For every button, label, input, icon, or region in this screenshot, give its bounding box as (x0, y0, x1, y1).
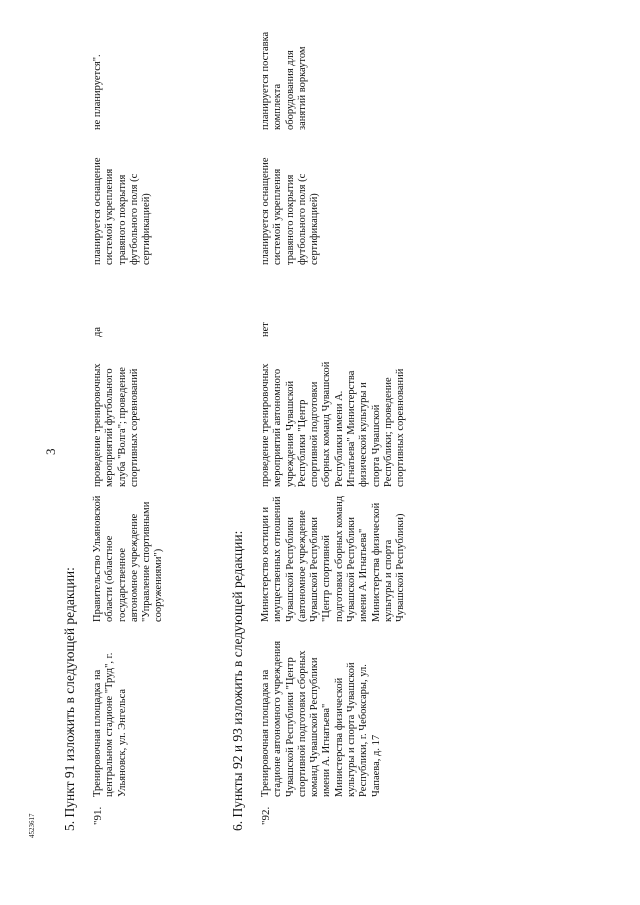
row-92-owner: Министерство юстиции и имущественных отношений Чувашской Республики (автономное учреждение Чувашской Республики "Центр спортивной подготовки сборных команд Чувашской Республики имени А. Игнатьева" Министерства физической культуры и спорта Чувашской Республики) (260, 495, 407, 622)
row-92-number: "92. (260, 806, 272, 825)
row-92-plan: планируется оснащение системой укрепления травяного покрытия футбольного поля (с сертификацией) (260, 157, 321, 265)
row-91-plan2: не планируется". (92, 54, 103, 130)
row-91-number: "91. (92, 806, 104, 825)
row-92-flag: нет (260, 322, 271, 337)
section-5-heading: 5. Пункт 91 изложить в следующей редакции: (62, 567, 77, 831)
page-number: 3 (43, 448, 58, 455)
row-91-owner: Правительство Ульяновской области (областное государственное автономное учреждение "Управление спортивными сооружениями") (92, 495, 165, 622)
row-91-object: Тренировочная площадка на центральном стадионе "Труд", г. Ульяновск, ул. Энгельса (92, 652, 128, 797)
row-91-plan: планируется оснащение системой укрепления травяного покрытия футбольного поля (с сертификацией) (92, 157, 153, 265)
row-92-use: проведение тренировочных мероприятий автономного учреждения Чувашской Республики "Центр спортивной подготовки сборных команд Чувашской Республики имени А. Игнатьева" Министерства физической культуры и спорта Чувашской Республики; проведение спортивных соревнований (260, 361, 407, 487)
row-92-plan2: планируется поставка комплекта оборудования для занятий воркаутом (260, 31, 308, 130)
document-id: 4523617 (28, 813, 36, 838)
row-92-object: Тренировочная площадка на стадионе автономного учреждения Чувашской Республики "Центр спортивной подготовки сборных команд Чувашской Республики имени А. Игнатьева" Министерства физической культуры и спорта Чувашской Республики, г. Чебоксары, ул. Чапаева, д. 17 (260, 640, 382, 797)
row-91-flag: да (92, 326, 103, 337)
section-6-heading: 6. Пункты 92 и 93 изложить в следующей редакции: (230, 530, 245, 831)
row-91-use: проведение тренировочных мероприятий футбольного клуба "Волга"; проведение спортивных соревнований (92, 363, 140, 487)
